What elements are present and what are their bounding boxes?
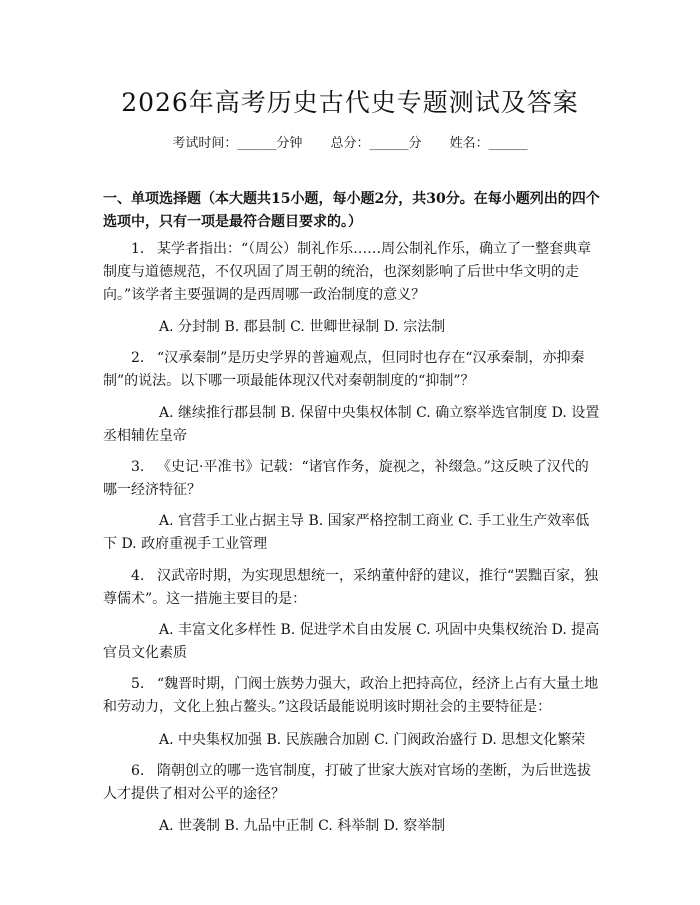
question-text: 《史记·平准书》记载：“诸官作务，旋视之，补缀急。”这反映了汉代的哪一经济特征？	[103, 459, 589, 498]
question-number: 1.	[131, 241, 145, 257]
question-4-options: A. 丰富文化多样性 B. 促进学术自由发展 C. 巩固中央集权统治 D. 提高官员文化素质	[103, 622, 600, 661]
question-5	[103, 673, 601, 719]
exam-time: 考试时间：______分钟	[172, 136, 303, 151]
question-2	[103, 347, 601, 393]
question-4	[103, 565, 601, 611]
question-6	[103, 760, 601, 806]
question-text: “魏晋时期，门阀士族势力强大，政治上把持高位，经济上占有大量土地和劳动力，文化上独占鳌头。”这段话最能说明该时期社会的主要特征是：	[103, 676, 599, 715]
section-heading: 一、单项选择题（本大题共15小题，每小题2分，共30分。在每小题列出的四个选项中，只有一项是最符合题目要求的。）	[103, 191, 600, 230]
question-text: 某学者指出：“（周公）制礼作乐……周公制礼作乐，确立了一整套典章制度与道德规范，不仅巩固了周王朝的统治，也深刻影响了后世中华文明的走向。”该学者主要强调的是西周哪一政治制度的意义？	[103, 241, 592, 303]
exam-meta	[0, 132, 700, 151]
page-title: 2026年高考历史古代史专题测试及答案	[121, 88, 579, 117]
question-1	[103, 238, 601, 307]
question-number: 2.	[131, 350, 145, 366]
question-6-options: A. 世袭制 B. 九品中正制 C. 科举制 D. 察举制	[159, 818, 446, 834]
question-3-options: A. 官营手工业占据主导 B. 国家严格控制工商业 C. 手工业生产效率低下 D. 政府重视手工业管理	[103, 513, 590, 552]
question-number: 6.	[131, 763, 145, 779]
question-number: 4.	[131, 568, 145, 584]
question-text: “汉承秦制”是历史学界的普遍观点，但同时也存在“汉承秦制，亦抑秦制”的说法。以下哪一项最能体现汉代对秦朝制度的“抑制”？	[103, 350, 585, 389]
question-1-options: A. 分封制 B. 郡县制 C. 世卿世禄制 D. 宗法制	[159, 319, 446, 335]
question-5-options: A. 中央集权加强 B. 民族融合加剧 C. 门阀政治盛行 D. 思想文化繁荣	[159, 732, 586, 748]
question-number: 3.	[131, 459, 145, 475]
question-2-options: A. 继续推行郡县制 B. 保留中央集权体制 C. 确立察举选官制度 D. 设置丞相辅佐皇帝	[103, 405, 600, 444]
question-number: 5.	[131, 676, 145, 692]
student-name: 姓名：______	[449, 136, 528, 151]
question-3	[103, 456, 601, 502]
question-text: 隋朝创立的哪一选官制度，打破了世家大族对官场的垄断，为后世选拔人才提供了相对公平的途径？	[103, 763, 591, 802]
question-text: 汉武帝时期，为实现思想统一，采纳董仲舒的建议，推行“罢黜百家，独尊儒术”。这一措施主要目的是：	[103, 568, 599, 607]
exam-total-score: 总分：______分	[330, 136, 422, 151]
